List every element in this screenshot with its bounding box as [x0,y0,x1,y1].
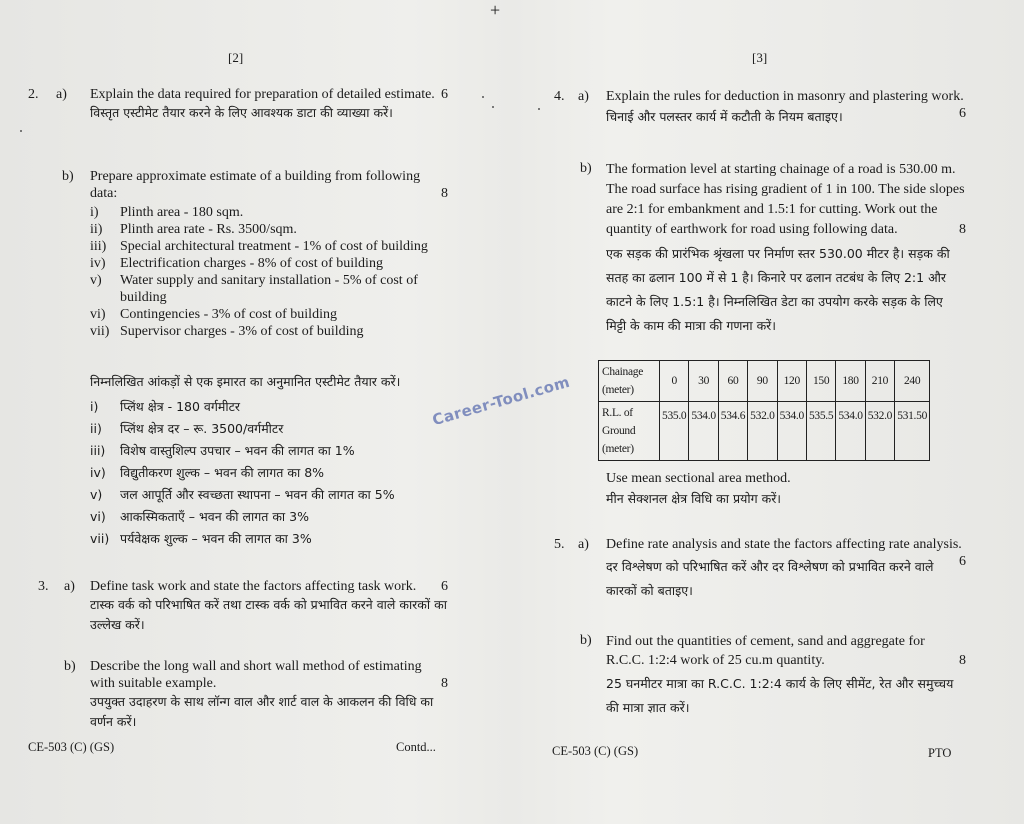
question-number: 4. [554,89,565,104]
question-text: Define task work and state the factors affecting task work. 6 [90,579,448,594]
table-cell: 30 [689,361,718,402]
marks: 6 [441,87,448,102]
hindi-text: विस्तृत एस्टीमेट तैयार करने के लिए आवश्यक डाटा की व्याख्या करें। [90,105,393,120]
list-item: v) जल आपूर्ति और स्वच्छता स्थापना – भवन की लागत का 5% [90,487,395,502]
table-cell: 90 [748,361,777,402]
footer-contd: Contd... [396,740,436,754]
question-2b-body [90,168,448,340]
marks: 8 [441,676,448,691]
method-text: Use mean sectional area method. [606,471,791,486]
earthwork-table [598,360,930,461]
part-label: b) [64,659,76,674]
list-item: iii) विशेष वास्तुशिल्प उपचार – भवन की लागत का 1% [90,443,355,458]
hindi-block [90,372,448,550]
question-text: Describe the long wall and short wall method of estimating with suitable example. 8 [90,659,448,691]
earthwork-table-wrap [598,360,930,461]
table-cell: 60 [718,361,747,402]
hindi-text: टास्क वर्क को परिभाषित करें तथा टास्क वर्क को प्रभावित करने वाले कारकों का उल्लेख करें। [90,597,447,632]
hindi-intro: निम्नलिखित आंकड़ों से एक इमारत का अनुमानित एस्टीमेट तैयार करें। [90,374,401,389]
speck [482,96,484,98]
table-cell: 534.0 [689,402,718,461]
table-cell: 210 [865,361,894,402]
part-label: a) [64,579,75,594]
list-item: iv) विद्युतीकरण शुल्क – भवन की लागत का 8% [90,465,325,480]
table-row [599,402,930,461]
hindi-text: एक सड़क की प्रारंभिक श्रृंखला पर निर्माण स्तर 530.00 मीटर है। सड़क की सतह का ढलान 100 में से 1 है। किनारे पर ढलान तटबंध के लिए 2:1 और काटने के लिए 1.5:1 है। निम्नलिखित डेटा का उपयोग करके सड़क के लिए मिट्टी के काम की मात्रा की गणना करें। [606,246,950,333]
question-3b-body [90,658,448,732]
table-cell: 534.0 [777,402,806,461]
list-item: ii) प्लिंथ क्षेत्र दर – रू. 3500/वर्गमीटर [90,421,284,436]
table-cell: 534.6 [718,402,747,461]
footer-code: CE-503 (C) (GS) [552,744,639,758]
watermark: Career-Tool.com [430,372,573,430]
part-label: a) [578,537,589,552]
footer-pto: PTO [928,746,952,760]
question-text: The formation level at starting chainage of a road is 530.00 m. The road surface has rising gradient of 1 in 100. The side slopes are 2:1 for embankment and 1.5:1 for cutting. Work out the quantity of earthwork for road using following data. 8 [606,160,966,240]
method-note [606,470,966,509]
hindi-text: 25 घनमीटर मात्रा का R.C.C. 1:2:4 कार्य के लिए सीमेंट, रेत और समुच्चय की मात्रा ज्ञात करें। [606,676,954,715]
hindi-text: चिनाई और पलस्तर कार्य में कटौती के नियम बताइए। [606,109,843,124]
hindi-text: उपयुक्त उदाहरण के साथ लॉन्ग वाल और शार्ट वाल के आकलन की विधि का वर्णन करें। [90,694,434,729]
table-cell: 535.5 [806,402,835,461]
question-number: 3. [38,579,49,594]
list-item: v) Water supply and sanitary installation - 5% of cost of building [90,273,418,305]
list-item: vii) Supervisor charges - 3% of cost of building [90,324,364,339]
list-item: iii) Special architectural treatment - 1% of cost of building [90,239,428,254]
marks: 8 [959,653,966,668]
part-label: b) [580,633,592,648]
hindi-text: दर विश्लेषण को परिभाषित करें और दर विश्लेषण को प्रभावित करने वाले कारकों को बताइए। [606,559,934,598]
question-text: Find out the quantities of cement, sand and aggregate for R.C.C. 1:2:4 work of 25 cu.m quantity. 8 [606,634,966,668]
question-4b-body [606,160,966,338]
list-item: i) Plinth area - 180 sqm. [90,205,244,220]
table-cell: 240 [895,361,930,402]
table-cell: 532.0 [865,402,894,461]
table-cell: 531.50 [895,402,930,461]
table-cell: 150 [806,361,835,402]
page-number: [3] [752,50,768,65]
question-5b-body [606,632,966,720]
table-cell: 534.0 [836,402,865,461]
data-list [90,204,448,340]
question-number: 5. [554,537,565,552]
marks: 8 [441,186,448,201]
marks: 8 [959,222,966,237]
part-label: a) [56,87,67,102]
question-number: 2. [28,87,39,102]
footer-code: CE-503 (C) (GS) [28,740,115,754]
table-cell: 180 [836,361,865,402]
hindi-list [90,396,448,550]
marks: 6 [959,554,966,569]
list-item: iv) Electrification charges - 8% of cost of building [90,256,383,271]
question-text: Explain the data required for preparation of detailed estimate. 6 [90,87,448,102]
question-5a [606,536,966,603]
marks: 6 [441,579,448,594]
question-text: Define rate analysis and state the factors affecting rate analysis. 6 [606,537,966,569]
question-4a [606,88,966,127]
list-item: vi) Contingencies - 3% of cost of building [90,307,337,322]
table-cell: 535.0 [660,402,689,461]
marks: 6 [959,106,966,121]
table-row [599,361,930,402]
method-hindi: मीन सेक्शनल क्षेत्र विधि का प्रयोग करें। [606,491,782,506]
speck [492,106,494,108]
part-label: a) [578,89,589,104]
page-number: [2] [228,50,244,65]
list-item: ii) Plinth area rate - Rs. 3500/sqm. [90,222,297,237]
speck [538,108,540,110]
table-cell: 120 [777,361,806,402]
question-2a [90,86,448,123]
table-cell: 0 [660,361,689,402]
row-header: R.L. of Ground (meter) [599,402,660,461]
question-text: Prepare approximate estimate of a building from following data: 8 [90,169,448,201]
row-header: Chainage (meter) [599,361,660,402]
list-item: vi) आकस्मिकताएँ – भवन की लागत का 3% [90,509,309,524]
question-text: Explain the rules for deduction in masonry and plastering work. 6 [606,89,966,121]
table-cell: 532.0 [748,402,777,461]
list-item: i) प्लिंथ क्षेत्र - 180 वर्गमीटर [90,399,241,414]
question-3a [90,578,448,635]
speck [20,130,22,132]
list-item: vii) पर्यवेक्षक शुल्क – भवन की लागत का 3% [90,531,312,546]
binding-mark: + [490,0,501,20]
part-label: b) [62,169,74,184]
part-label: b) [580,161,592,176]
